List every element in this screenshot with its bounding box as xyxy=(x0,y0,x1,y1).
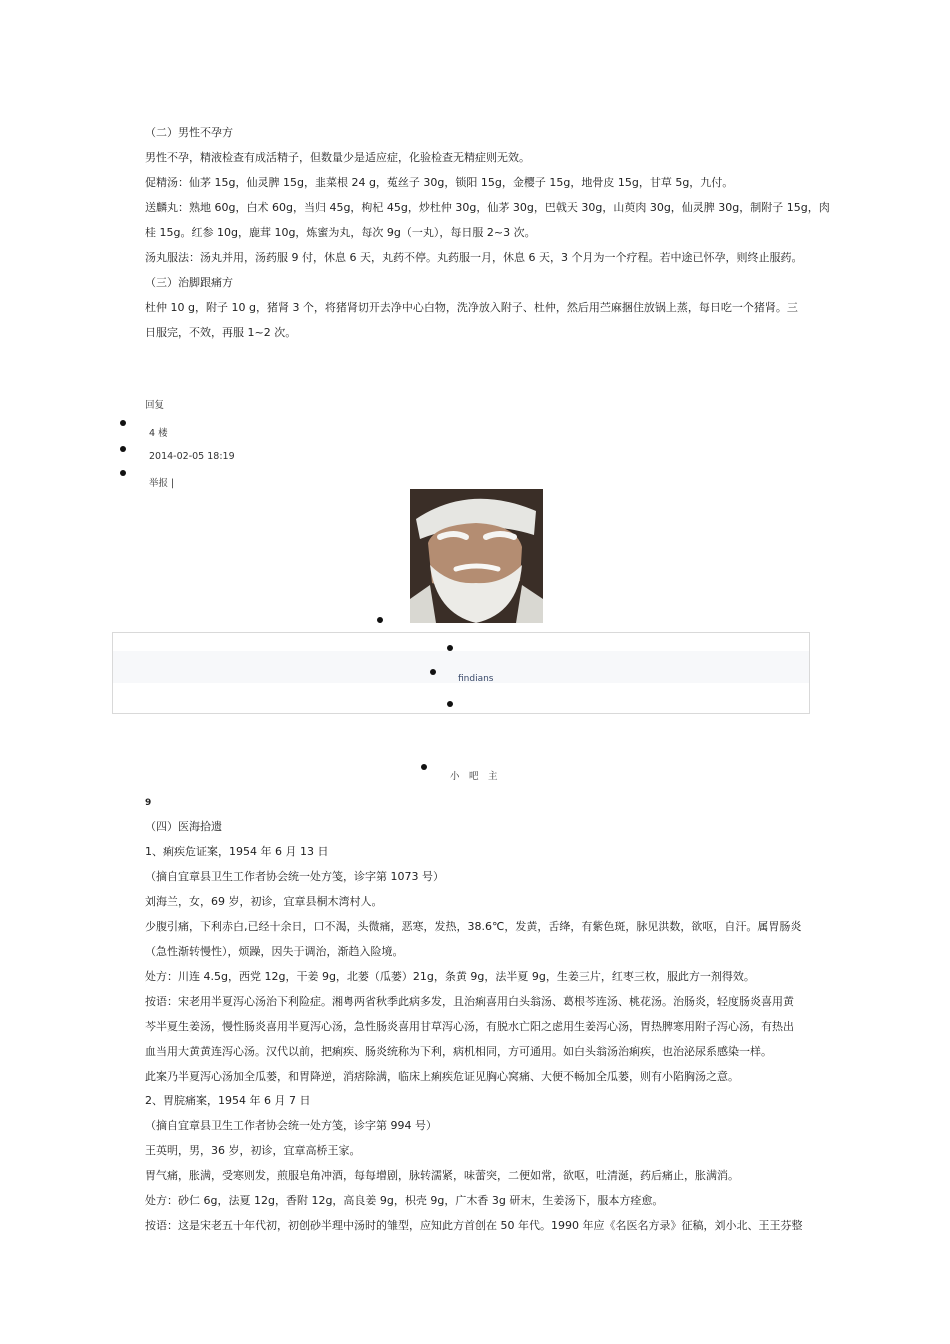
paragraph-line: （摘自宜章县卫生工作者协会统一处方笺，诊字第 994 号） xyxy=(145,1119,437,1132)
floor-number: 4 楼 xyxy=(149,428,168,439)
section-heading: （四）医海拾遗 xyxy=(145,820,222,833)
paragraph-line: 胃气痛，胀满，受寒则发，煎服皂角冲酒，每每增剧，脉转濡紧，味蕾突，二便如常，欲呕，吐清涎，药后痛止，胀满消。 xyxy=(145,1169,739,1182)
paragraph-line: 日服完，不效，再服 1~2 次。 xyxy=(145,326,297,339)
username-link[interactable]: findians xyxy=(458,674,494,684)
paragraph-line: （急性渐转慢性），烦躁，因失于调治，渐趋入险境。 xyxy=(145,945,404,958)
user-info-panel xyxy=(112,632,810,714)
user-level: 9 xyxy=(145,798,152,808)
list-bullet xyxy=(120,446,126,452)
paragraph-line: 处方：砂仁 6g，法夏 12g，香附 12g，高良姜 9g，枳壳 9g，广木香 3g 研末，生姜汤下，服本方痊愈。 xyxy=(145,1194,664,1207)
list-bullet xyxy=(120,420,126,426)
paragraph-line: 男性不孕，精液检查有成活精子，但数量少是适应症，化验检查无精症则无效。 xyxy=(145,151,530,164)
paragraph-line: 促精汤：仙茅 15g，仙灵脾 15g，韭菜根 24 g，菟丝子 30g，锁阳 15g，金樱子 15g，地骨皮 15g，甘草 5g，九付。 xyxy=(145,176,734,189)
paragraph-line: 送麟丸：熟地 60g，白术 60g，当归 45g，枸杞 45g，炒杜仲 30g，仙茅 30g，巴戟天 30g，山萸肉 30g，仙灵脾 30g，制附子 15g，肉 xyxy=(145,201,830,214)
list-bullet xyxy=(430,669,436,675)
paragraph-line: 血当用大黄黄连泻心汤。汉代以前，把痢疾、肠炎统称为下利，病机相同，方可通用。如白头翁汤治痢疾，也治泌尿系感染一样。 xyxy=(145,1045,772,1058)
avatar[interactable] xyxy=(410,489,543,623)
paragraph-line: 按语：宋老用半夏泻心汤治下利险症。湘粤两省秋季此病多发，且治痢喜用白头翁汤、葛根芩连汤、桃花汤。治肠炎，轻度肠炎喜用黄 xyxy=(145,995,794,1008)
old-man-portrait-icon xyxy=(410,489,543,623)
list-bullet xyxy=(447,701,453,707)
section-heading: （二）男性不孕方 xyxy=(145,126,233,139)
report-link[interactable]: 举报 | xyxy=(149,478,175,489)
paragraph-line: 芩半夏生姜汤，慢性肠炎喜用半夏泻心汤，急性肠炎喜用甘草泻心汤，有脱水亡阳之虑用生姜泻心汤，胃热脾寒用附子泻心汤，有热出 xyxy=(145,1020,794,1033)
paragraph-line: 桂 15g。红参 10g，鹿茸 10g，炼蜜为丸，每次 9g（一丸），每日服 2~3 次。 xyxy=(145,226,536,239)
paragraph-line: 处方：川连 4.5g，西党 12g，干姜 9g，北蒌（瓜蒌）21g，条黄 9g，法半夏 9g，生姜三片，红枣三枚，服此方一剂得效。 xyxy=(145,970,755,983)
paragraph-line: 刘海兰，女，69 岁，初诊，宜章县桐木湾村人。 xyxy=(145,895,383,908)
paragraph-line: 按语：这是宋老五十年代初，初创砂半理中汤时的雏型，应知此方首创在 50 年代。1990 年应《名医名方录》征稿，刘小北、王王芬整 xyxy=(145,1219,803,1232)
reply-link[interactable]: 回复 xyxy=(145,400,165,411)
paragraph-line: 杜仲 10 g，附子 10 g，猪肾 3 个，将猪肾切开去净中心白物，洗净放入附子、杜仲，然后用苎麻捆住放锅上蒸，每日吃一个猪肾。三 xyxy=(145,301,798,314)
paragraph-line: 汤丸服法：汤丸并用，汤药服 9 付，休息 6 天，丸药不停。丸药服一月，休息 6 天，3 个月为一个疗程。若中途已怀孕，则终止服药。 xyxy=(145,251,803,264)
paragraph-line: 2、胃脘痛案，1954 年 6 月 7 日 xyxy=(145,1094,311,1107)
paragraph-line: 此案乃半夏泻心汤加全瓜蒌，和胃降逆，消痞除满，临床上痢疾危证见胸心窝痛、大便不畅加全瓜蒌，则有小陷胸汤之意。 xyxy=(145,1070,739,1083)
paragraph-line: 1、痢疾危证案，1954 年 6 月 13 日 xyxy=(145,845,329,858)
list-bullet xyxy=(447,645,453,651)
user-role-badge: 小 吧 主 xyxy=(450,771,498,782)
paragraph-line: 王英明，男，36 岁，初诊，宜章高桥王家。 xyxy=(145,1144,361,1157)
list-bullet xyxy=(421,764,427,770)
post-datetime: 2014-02-05 18:19 xyxy=(149,451,235,462)
section-heading: （三）治脚跟痛方 xyxy=(145,276,233,289)
paragraph-line: （摘自宜章县卫生工作者协会统一处方笺，诊字第 1073 号） xyxy=(145,870,444,883)
list-bullet xyxy=(377,617,383,623)
list-bullet xyxy=(120,470,126,476)
paragraph-line: 少腹引痛，下利赤白,已经十余日，口不渴，头微痛，恶寒，发热，38.6℃，发黄，舌绛，有紫色斑，脉见洪数，欲呕，自汗。属胃肠炎 xyxy=(145,920,802,933)
